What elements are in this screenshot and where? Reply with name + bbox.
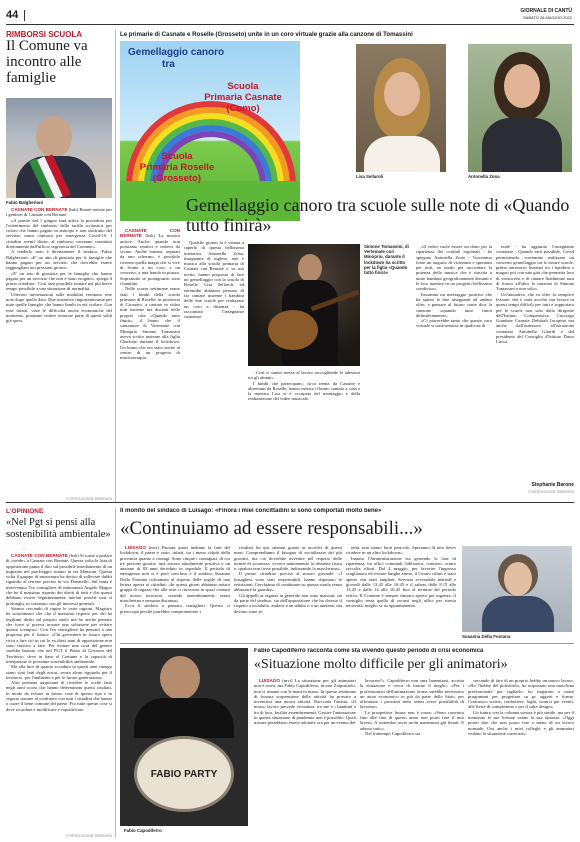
main-col2 <box>184 240 244 493</box>
guitar-photo <box>248 244 360 366</box>
graphic-title-1: Gemellaggio canoro <box>128 47 225 58</box>
issue-date: SABATO 28 MAGGIO 2022 <box>523 15 572 20</box>
main-col4-para-0: reale - ha aggiunto l'insegnante casnatese - Quando sarà possibile, Covid permettendo, vorremmo realizzare un concerto gemellaggio tra le nostre scuole, prima attraverso Internet tra i bambini e magari poi con una gita che permetta loro di conoscersi e di cantare finalmente sani di fianco all'altro la canzone di Simone Tomassini e non solo». <box>496 244 574 292</box>
opinion-para-2: Ma alla luce di quanto accaduto in questi anni ritengo siano stati fatti degli errori, senza alcun riguardo per il territorio, per l'ambiente e per le future generazioni». <box>6 664 112 680</box>
luisago-col2-para-1: Il primo cittadino precisa al nostro giornale: «I luisaghesi sono stati responsabili, hanno rispettato le restrizioni. Cerchiamo di continuare su questa strada senza abbassare la guardia». <box>234 571 342 593</box>
opinion-credit: © RIPRODUZIONE RISERVATA <box>66 834 112 838</box>
left-para-0: Buone notizie per i genitori di Casnate con Bernate. <box>6 207 112 218</box>
luisago-lead: LUISAGO <box>125 545 146 550</box>
luisago-lead-suffix: (mvt) <box>148 545 159 550</box>
della-fontana-photo <box>462 546 572 632</box>
animators-col2-para-2: Nel frattempo Capodiferro sta <box>365 730 421 736</box>
opinion-lead: CASNATE CON BERNATE <box>11 553 68 558</box>
main-col3-para-1: I bimbi che partecipano, circa trenta da Casnate e altrettanti da Roselle, hanno inviato il brano cantato a casa e la maestra Lisa si è occupata del montaggio e della realizzazione del video musicale. <box>248 380 360 402</box>
school2-line1: Scuola <box>161 151 193 162</box>
main-col4-para-1: Un'iniziativa, che va oltre la semplice lezione, che è stata accolta con favore tu questi tempi difficili per tutti e supportato per le scuole non solo dalla dirigente dell'Istituto Comprensivo Cucciago Grandate Casnate Deborah Iacopino ma anche dall'assessore all'istruzione casnatese Antonella Girardi e dal presidente del Consiglio d'Istituto Dario Lucca. <box>496 291 574 345</box>
capodiferro-head <box>160 656 200 700</box>
luisago-col2 <box>234 545 342 641</box>
luisago-col1 <box>120 545 230 641</box>
della-fontana-caption: Susanna Della Fontana <box>462 634 511 639</box>
main-col4 <box>496 244 574 479</box>
opinion-lead-suffix: (bsh) <box>69 553 79 558</box>
main-col3-para-2: «Il video vuole essere un dono per la ripartenza dei cordiali regionali - ha spiegato Antonella Zona - Vorremmo fosse un augurio di vicinanza e speranza per tutti, un modo per raccontare la potenza della musica che è riuscita a unire bambini geograficamente distanti e le loro maestre in un progetto bellissimo condiviso». <box>416 244 492 292</box>
sellaroli-top <box>364 136 440 172</box>
inner-rule <box>120 643 574 644</box>
party-logo-text: FABIO PARTY <box>150 768 218 780</box>
luisago-col1-para-0: Passata quasi indenne la fase del lockdown, il paese è stato, infatti, tra i meno colpiti della provincia quanto a contagi. Sono cinque i contagiati, di cui tre persone guarite, una ancora attualmente positiva e un anziano di 83 anni deceduto in ospedale. Il periodo di emergenza non si è però concluso e il sindaco Susanna Della Fontana richiamata al rispetto delle regole di una lettera aperta ai cittadini: «In questi giorni abbiamo notato gruppi di ragazzi che alle sere ci ritrovano in spazi comuni del nostro territorio, creando assembramenti, senza mascherina e nessuna distanza». <box>120 545 230 603</box>
luisago-col2-para-0: risultati fin qui ottenuti grazie ai sacrifici di questi mesi. Comprendiamo il bisogno di socializzare dei più giovani, ma ciò dovrebbe avvenire nel rispetto delle norme di sicurezza, ovvero mantenendo la distanza fisica e, qualora non fosse possibile, indossando la mascherina». <box>234 545 342 572</box>
graphic-title-2: tra <box>162 59 175 70</box>
school1-line2: Primaria Casnate <box>204 92 282 103</box>
animators-col2 <box>360 678 464 834</box>
left-photo <box>6 98 112 198</box>
main-col1 <box>120 228 180 493</box>
animators-col1 <box>254 678 356 834</box>
main-col2-para-0: Qualche giorno fa è venuta a saperlo di questa bellissima iniziativa Antonella Zona, insegnante di inglese, arte e musica alla scuola primaria di Casnate con Bernate e, su suo invito, hanno proposto di fare un gemellaggio con la scuola di Roselle. Lisa Sellaroli, ed entrambe abbiamo pensato di far cantare insieme i bambini delle due scuole per realizzare un coro a distanza - ha raccontato l'insegnante casnatese. <box>184 240 244 320</box>
left-title: Il Comune va incontro alle famiglie <box>6 38 88 86</box>
della-fontana-top <box>482 596 554 632</box>
left-lead: CASNATE CON BERNATE <box>11 207 68 212</box>
animators-kicker: Fabio Capodiferro racconta come sta vivendo questo periodo di crisi economica <box>254 648 484 654</box>
portrait-zona <box>468 44 572 172</box>
luisago-col1-para-1: Ecco il sindaco a pensato consiglieri. Questo ci preoccupa perché potrebbe compromettere i <box>120 603 230 614</box>
guitar-caption: Simone Tomassini, di Vertemate con Minoprio, durante il lockdown ha scritto per la figlia «Quando tutto finirà» <box>364 244 409 276</box>
animators-lead-suffix: (mvt) <box>282 678 293 683</box>
musician-head <box>298 254 322 282</box>
luisago-col3-para-0: tenti, non siamo fuori pericolo. Speriamo di non dover ricadere in un altro lockdown». <box>346 545 456 556</box>
main-kicker: Le primarie di Casnate e Roselle (Grosseto) unite in un coro virtuale grazie alla canzone di Tomassini <box>120 31 413 38</box>
main-col1-para-0: La musica unisce. Anche quando non possiamo sentirci e vederci da vicino. Anche lontani, separati da uno schermo, è possibile ricreare quella magia che si vive di fronte a un coro, a un concerto, a una banda in piazza. Soprattutto se protagonisti sono i bambini. <box>120 233 180 286</box>
animators-col3-para-1: Un futuro con la colonna sonora è più simile, ma per il momento le sue fortune vanno la sua fantasia. «Oggi potrei dire che non posso fare a meno di un lavoro normale. Ora anche i miei colleghi e gli animatori vedono la situazione come me». <box>468 709 574 736</box>
capodiferro-photo <box>120 648 248 826</box>
capodiferro-caption: Fabio Capodiferro <box>124 828 162 833</box>
school2-line2: Primaria Roselle <box>139 162 215 173</box>
main-credit: © RIPRODUZIONE RISERVATA <box>528 490 574 494</box>
opinion-body <box>6 553 112 833</box>
header-rule <box>6 24 574 25</box>
opinion-para-1: Stiamo cercando di capire le varie ragioni, Magistro ha sottolineato che «ho il massimo rispetto per chi ha legittimi diritti sul proprio suolo ma ho anche pensato che forse si poteva trovare una soluzione per evitare questo scempio». Con l'ex consigliere ha pensato a una proposta per il futuro: «Chi governerà in futuro spero ricca a fare ciò in cui lo ex dieci anni di opposizione non sono riuscito a fare. Per evitare una cosa del genere sarebbe bastato che nel PGT il Piano di Governo del Territorio, deve in base al Comune e la capacità di interpretare le prossime sostenibilità ambientale. <box>6 605 112 664</box>
animators-col3-para-0: cercando di fare di un proprio hobby un nuovo lavoro. «Ho l'hobby del polistirolo, ho acquistato una macchina professionale per tagliarlo, ho imparato a usare programmi per progettare su pc oggetti e forme. Costruisco scritte, confettiere, loghi, cornici per eventi, alle fieste di compleanno e per il cake design». <box>468 678 574 710</box>
section-rule <box>6 502 574 503</box>
capodiferro-shirt <box>134 698 234 738</box>
animators-col2-para-1: La prospettiva futura non è rosea: «Sono convinto fino alla fine di questo anno non potrò fare il mio lavoro. A settembre avrei molti matrimoni già fissati. E adesso tutto». <box>360 709 464 731</box>
portrait-sellaroli <box>356 44 446 172</box>
school1-line1: Scuola <box>227 81 259 92</box>
main-col1-lead: CASNATE CON BERNATE <box>120 228 180 239</box>
left-para-4: Ulteriori informazioni sulle modalità verranno rese note dopo quella data. Due iniziative importantissime per tutte quelle famiglie che hanno bimbi in età scolare. Con esse infatti, viste le difficoltà anche economiche del momento, potranno vedere rientrare parte di questi soldi già spesi. <box>6 291 112 324</box>
school2-line3: (Grosseto) <box>152 173 202 184</box>
left-lead-suffix: (bsh) <box>68 207 79 212</box>
opinion-kicker: L'OPINIONE <box>6 508 44 515</box>
main-col3-para-4: «Ci piacerebbe tanto che questo coro virtuale si trasformasse in qualcosa di <box>416 318 492 329</box>
left-credit: © RIPRODUZIONE RISERVATA <box>66 497 112 501</box>
animators-col2-para-0: lavorare?». Capodiferro non sma lamentarsi, accetta la situazione e cerca di tirarne il meglio: «Per i professionisti dell'animazione ferma sarebbe necessario un aiuto economico in più da parte dello Stato, per affrontare i prossimi mesi senza avere possibilità di lavorare». <box>360 678 464 710</box>
paper-name: GIORNALE DI CANTÙ <box>520 8 572 14</box>
animators-col3 <box>468 678 574 834</box>
main-signature: Stephanie Barone <box>531 482 574 488</box>
guitar-body <box>268 310 318 350</box>
animators-lead: LUISAGO <box>259 678 280 683</box>
page-number: 44 <box>6 9 19 21</box>
party-logo <box>134 736 234 812</box>
portrait-caption-1: Lisa Sellaroli <box>356 174 384 179</box>
main-col1-para-1: Nelle scorse settimane erano stati i bimbi della scuola primaria di Roselle, in provincia di Grosseto, a cantare in video tutti insieme ma distanti nelle proprie case «Quando tutto finirà», il brano che il cantautore di Vertemate con Minoprio Simone Tomassini aveva scritto insieme alla figlia Charlotte durante il lockdown. Un brano che era stato anche al centro di un progetto di musicoterapia. <box>120 286 180 361</box>
left-photo-caption: Fabio Balgherioni <box>6 200 44 205</box>
gemellaggio-graphic <box>120 41 300 221</box>
luisago-col3-para-1: Intanto l'Amministrazione sta gestendo la fase di ripartenza, tra uffici comunali, biblioteca, cimitero, centro raccolta rifiuti. Dal 4 maggio, per favorire l'ingresso scaglionato ed evitare lunghe attese, il Centro rifiuti è stato aperto con orari ampliati. Servizio accessibile martedì e giovedì dalle 13.45 alle 16.45 e il sabato dalle 8.15 alle 13.45 e dalle 14 alle 16.45 fino al termine del periodo estivo. Il Comune è sempre rimasto aperto per urgenze, il consiglio resta quello di recarsi negli uffici per stretta necessità, meglio se su appuntamento. <box>346 555 456 609</box>
main-col1-lead-suffix: (bsh) <box>145 233 155 239</box>
graphic-school1 <box>190 81 296 114</box>
left-para-1: «A partire dal 1 giugno sarà attiva la procedura per l'ottenimento del rimborso della tariffa scolastica per coloro che hanno pagato in anticipo e non usufruito del servizio causa chiusura per emergenza Covid-19. I cittadini aventi diritto al rimborso verranno contattati direttamente dall'ufficio segreteria del Comune». <box>6 217 112 250</box>
main-col3-para-0: - Così ci siamo messe al lavoro raccogliendo le adesioni tra gli alunni». <box>248 370 360 381</box>
luisago-title: «Continuiamo ad essere responsabili...» <box>120 518 423 539</box>
della-fontana-face <box>504 562 532 596</box>
main-col3 <box>248 370 360 495</box>
graphic-school2 <box>124 151 230 184</box>
left-column-divider <box>115 30 116 502</box>
left-kicker: RIMBORSI SCUOLA <box>6 30 82 39</box>
luisago-col2-para-2: Gli appelli ai ragazzi in generale non sono mancati, sia da parte del sindaco, sia dell'opposizione che ha chiesto il rispetto a un'adulto, andava a un adulto o a un anziano, ma devono stare at- <box>234 592 342 614</box>
opinion-divider <box>115 508 116 838</box>
portrait-caption-2: Antonella Zona <box>468 174 500 179</box>
school1-line3: (Como) <box>226 103 260 114</box>
main-col3-para-3: Insomma un messaggio positivo che ha spinto le due insegnanti ad andare oltre, e pensare al futuro come dice la canzone «quando tutto finirà definitivamente». <box>416 291 492 318</box>
zona-face <box>504 64 540 108</box>
opinion-title: «Nel Pgt si pensi alla sostenibilità ambientale» <box>6 517 111 540</box>
luisago-col3 <box>346 545 456 641</box>
opinion-para-3: Altri pertanto auspicano di rivedere le scelte fatte negli anni scorsi che hanno determinato questi risultati, in modo da evitare in futuro cose di questo tipo e in seguito tornare al confronto con tutti i cittadini che hanno a cuore il bene comune del paese. Fra tutte queste cose si deve ricordare e modificare e riqualificare. <box>6 680 112 712</box>
left-para-2: A renderlo noto è direttamente il sindaco, Fabio Balgherioni: «E' un atto di giustizia per le famiglie che hanno pagato per un servizio che dovrebbe essere ragguagliato nei prossimi giorni». <box>6 249 112 271</box>
person-head <box>36 116 72 158</box>
header-divider <box>24 10 25 21</box>
animators-title: «Situazione molto difficile per gli animatori» <box>254 657 508 672</box>
sellaroli-face <box>384 72 420 116</box>
main-title: Gemellaggio canoro tra scuole sulle note di «Quando tutto finirà» <box>186 195 570 235</box>
luisago-kicker: Il monito del sindaco di Luisago: «Finora i miei concittadini si sono comportati molto bene» <box>120 508 382 514</box>
left-body <box>6 207 112 495</box>
main-col3b <box>416 244 492 495</box>
animators-col1-para-0: La situazione per gli animatori non è rosea, ma Fabio Capodiferro, in arte Ziopustiolo, non ci rimane con le mani in mano. In queste settimane di forzata sospensione delle attività ha provato a inventarsi una nuova attività. Racconta l'artista: «Il nostro lavoro prevede vicinanza, tra me e i bambini e tra di loro, facilita assembramenti. Gestire l'animazione in questa situazione di pandemia non è possibile. Quali misure potrebbero essere adottate ora per un evento del <box>254 678 356 726</box>
opinion-para-0: Si torna a parlare di «verde» a Casnate con Bernate. Questa volta la lista di opposizione punta il dito sul possibile insediamento di un impianto nel parcheggio situato in via Manzoni. Questa volta il gruppo di minoranza ha deciso di sollevare dubbi riguardo al terreno privato in via Donatello. Sul tema è intervenuto l'ex consigliere di minoranza Angelo Magno che ho il massimo rispetto dei diritti di tutti e che questi debbano essere legittimamente tutelati purché non si prolunghi, in contrasto con gli interessi generali. <box>6 553 112 606</box>
zona-top <box>482 118 562 172</box>
left-para-3: «E' un atto di giustizia per le famiglie che hanno pagato per un servizio che non è stato erogato», spiega il primo cittadino - Così sarà possibile tornare nel più breve tempo possibile a una situazione di normalità. <box>6 270 112 292</box>
